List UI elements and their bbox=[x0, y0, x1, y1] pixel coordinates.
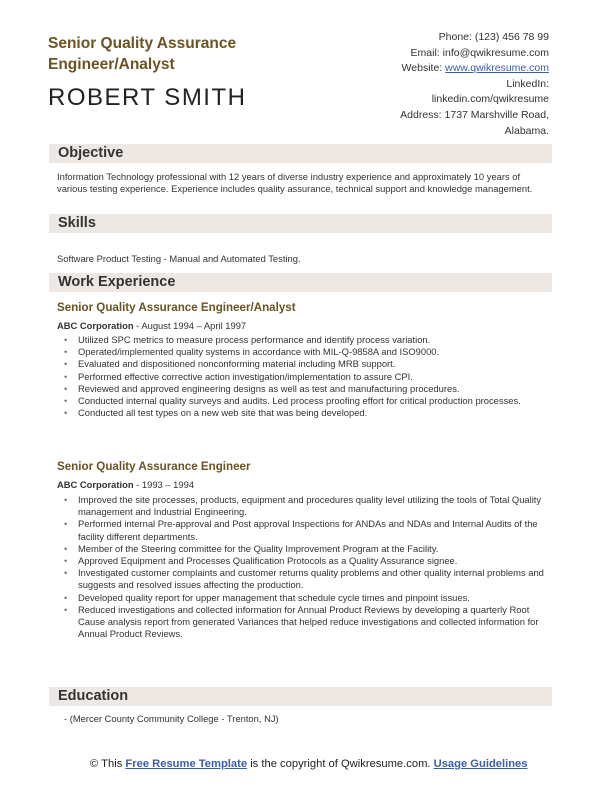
section-objective bbox=[49, 144, 552, 163]
list-item: • Member of the Steering committee for the Quality Improvement Program at the Facility. bbox=[57, 543, 547, 555]
contact-linkedin: linkedin.com/qwikresume bbox=[431, 93, 549, 106]
contact-website: Website: www.qwikresume.com bbox=[401, 62, 549, 75]
list-item: • Approved Equipment and Processes Qualification Protocols as a Quality Assurance signee. bbox=[57, 555, 547, 567]
contact-block bbox=[309, 30, 549, 139]
list-item: • Performed internal Pre-approval and Post approval Inspections for ANDAs and NDAs and Internal Audits of the facility different departments. bbox=[57, 518, 547, 542]
section-title: Objective bbox=[58, 145, 124, 161]
skills-text: Software Product Testing - Manual and Automated Testing. bbox=[57, 253, 301, 264]
list-item: • Reviewed and approved engineering designs as well as test and manufacturing procedures. bbox=[57, 383, 547, 395]
contact-address-line2: Alabama. bbox=[504, 124, 549, 137]
job-bullet-list bbox=[57, 334, 547, 419]
usage-guidelines-link[interactable]: Usage Guidelines bbox=[433, 758, 528, 770]
contact-linkedin-label: LinkedIn: bbox=[506, 77, 549, 90]
list-item: • Operated/implemented quality systems in accordance with MIL-Q-9858A and ISO9000. bbox=[57, 346, 547, 358]
list-item: • Reduced investigations and collected information for Annual Product Reviews by developing a quarterly Root Cause analysis report from generated Variances that helped reduce investigations and collected information for Annual Product Reviews. bbox=[57, 604, 547, 641]
website-link[interactable]: www.qwikresume.com bbox=[445, 62, 549, 75]
job-role: Senior Quality Assurance Engineer bbox=[57, 460, 251, 473]
list-item: • Developed quality report for upper management that schedule cycle times and pinpoint issues. bbox=[57, 592, 547, 604]
candidate-name: ROBERT SMITH bbox=[48, 84, 247, 111]
list-item: • Investigated customer complaints and customer returns quality problems and other quality internal problems and suggests and resolved issues affecting the production. bbox=[57, 567, 547, 591]
free-resume-template-link[interactable]: Free Resume Template bbox=[125, 758, 248, 770]
job-company-dates: ABC Corporation - 1993 – 1994 bbox=[57, 479, 195, 490]
job-company-dates: ABC Corporation - August 1994 – April 1997 bbox=[57, 320, 247, 331]
education-entry: - (Mercer County Community College - Trenton, NJ) bbox=[64, 713, 279, 724]
section-work-experience bbox=[49, 273, 552, 292]
objective-text: Information Technology professional with 12 years of diverse industry experience and approximately 10 years of various testing experience. Experience includes quality assurance, technical support and knowledge management. bbox=[57, 171, 533, 195]
job-bullet-list bbox=[57, 494, 547, 640]
list-item: • Improved the site processes, products, equipment and procedures quality level utilizing the tools of Total Quality management and Industrial Engineering. bbox=[57, 494, 547, 518]
section-title: Skills bbox=[58, 215, 96, 231]
contact-email: Email: info@qwikresume.com bbox=[410, 46, 549, 59]
section-title: Education bbox=[58, 688, 129, 704]
resume-job-title: Senior Quality Assurance Engineer/Analyst bbox=[48, 35, 237, 73]
copyright-footer: © This Free Resume Template is the copyright of Qwikresume.com. Usage Guidelines bbox=[90, 758, 528, 770]
section-skills bbox=[49, 214, 552, 233]
list-item: • Conducted internal quality surveys and audits. Led process proofing effort for critical production processes. bbox=[57, 395, 547, 407]
contact-address: Address: 1737 Marshville Road, bbox=[400, 108, 549, 121]
list-item: • Evaluated and dispositioned nonconforming material including MRB support. bbox=[57, 358, 547, 370]
section-title: Work Experience bbox=[58, 274, 176, 290]
list-item: • Utilized SPC metrics to measure process performance and identify process variation. bbox=[57, 334, 547, 346]
list-item: • Performed effective corrective action investigation/implementation to assure CPI. bbox=[57, 371, 547, 383]
list-item: • Conducted all test types on a new web site that was being developed. bbox=[57, 407, 547, 419]
job-role: Senior Quality Assurance Engineer/Analyst bbox=[57, 301, 296, 314]
contact-phone: Phone: (123) 456 78 99 bbox=[438, 31, 549, 43]
section-education bbox=[49, 687, 552, 706]
